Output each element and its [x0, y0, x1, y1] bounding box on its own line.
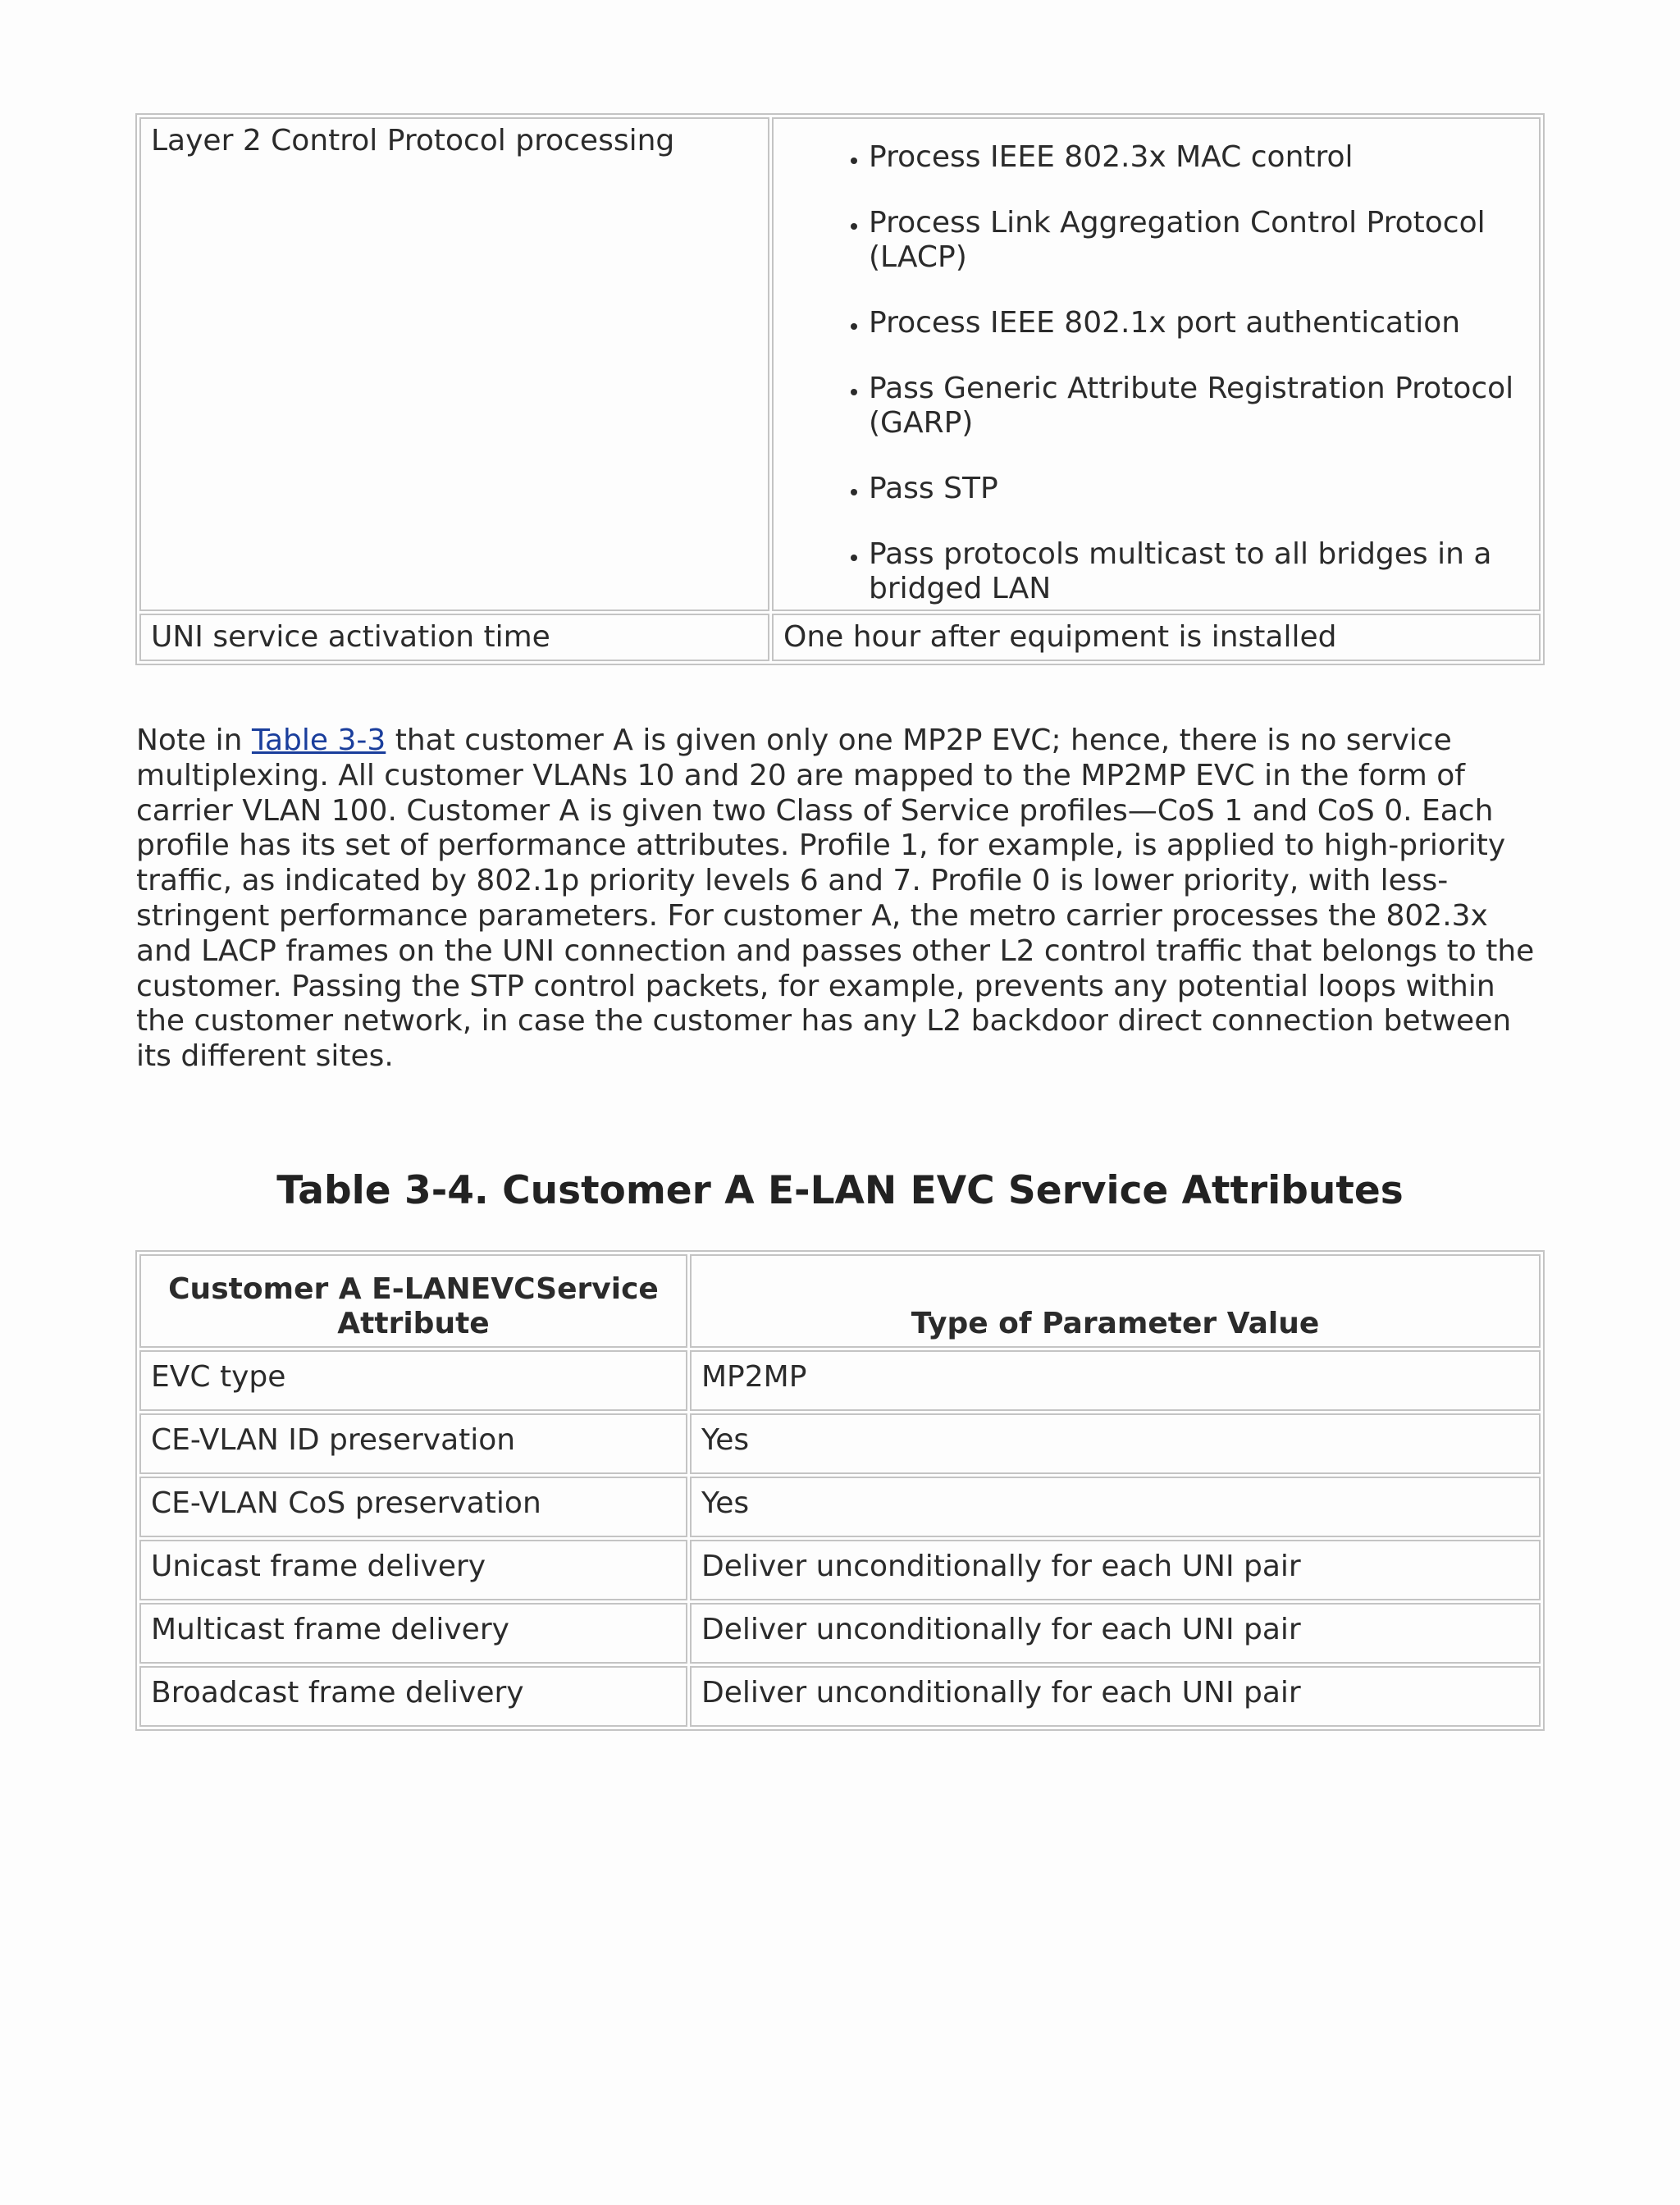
table-row	[139, 614, 1541, 661]
list-item: • Process IEEE 802.1x port authentication	[869, 306, 1529, 340]
column-header-attribute: Customer A E-LANEVCService Attribute	[139, 1254, 687, 1348]
table-cell-attribute: Multicast frame delivery	[139, 1603, 687, 1664]
table-cell-attribute: CE-VLAN CoS preservation	[139, 1477, 687, 1537]
table-row	[139, 117, 1541, 611]
table-cell-value: Yes	[690, 1413, 1541, 1474]
list-item: • Process Link Aggregation Control Protocol (LACP)	[869, 206, 1529, 275]
table-cell-value: MP2MP	[690, 1350, 1541, 1411]
paragraph-prefix: Note in	[136, 724, 252, 757]
table-cell-value	[772, 117, 1541, 611]
list-item: • Pass STP	[869, 472, 1529, 506]
table-cell-attribute: Layer 2 Control Protocol processing	[139, 117, 769, 611]
column-header-value: Type of Parameter Value	[690, 1254, 1541, 1348]
table-cell-attribute: Unicast frame delivery	[139, 1540, 687, 1600]
table-row	[139, 1540, 1541, 1600]
table-cell-value: Deliver unconditionally for each UNI pair	[690, 1666, 1541, 1727]
table-cell-value: Yes	[690, 1477, 1541, 1537]
table-header-row	[139, 1254, 1541, 1348]
table-cell-value: One hour after equipment is installed	[772, 614, 1541, 661]
service-attributes-table	[135, 1250, 1545, 1731]
table-cell-value: Deliver unconditionally for each UNI pair	[690, 1540, 1541, 1600]
list-item: • Pass Generic Attribute Registration Protocol (GARP)	[869, 372, 1529, 441]
table-row	[139, 1666, 1541, 1727]
table-cell-attribute: CE-VLAN ID preservation	[139, 1413, 687, 1474]
list-item: • Pass protocols multicast to all bridges in a bridged LAN	[869, 537, 1529, 606]
table-cell-attribute: EVC type	[139, 1350, 687, 1411]
list-item: • Process IEEE 802.3x MAC control	[869, 140, 1529, 175]
table-cell-attribute: UNI service activation time	[139, 614, 769, 661]
table-row	[139, 1477, 1541, 1537]
paragraph-text: that customer A is given only one MP2P EVC; hence, there is no service multiplexing. All customer VLANs 10 and 20 are mapped to the MP2MP EVC in the form of carrier VLAN 100. Customer A is given two Class of Service profiles—CoS 1 and CoS 0. Each profile has its set of performance attributes. Profile 1, for example, is applied to high-priority traffic, as indicated by 802.1p priority levels 6 and 7. Profile 0 is lower priority, with less-stringent performance parameters. For customer A, the metro carrier processes the 802.3x and LACP frames on the UNI connection and passes other L2 control traffic that belongs to the customer. Passing the STP control packets, for example, prevents any potential loops within the customer network, in case the customer has any L2 backdoor direct connection between its different sites.	[136, 724, 1535, 1074]
l2-protocol-table	[135, 113, 1545, 665]
table-3-3-link[interactable]: Table 3-3	[251, 724, 386, 757]
table-row	[139, 1603, 1541, 1664]
table-row	[139, 1350, 1541, 1411]
table-caption: Table 3-4. Customer A E-LAN EVC Service Attributes	[276, 1168, 1404, 1213]
body-paragraph	[136, 724, 1547, 1075]
protocol-list	[783, 140, 1529, 606]
table-cell-attribute: Broadcast frame delivery	[139, 1666, 687, 1727]
table-row	[139, 1413, 1541, 1474]
table-cell-value: Deliver unconditionally for each UNI pair	[690, 1603, 1541, 1664]
